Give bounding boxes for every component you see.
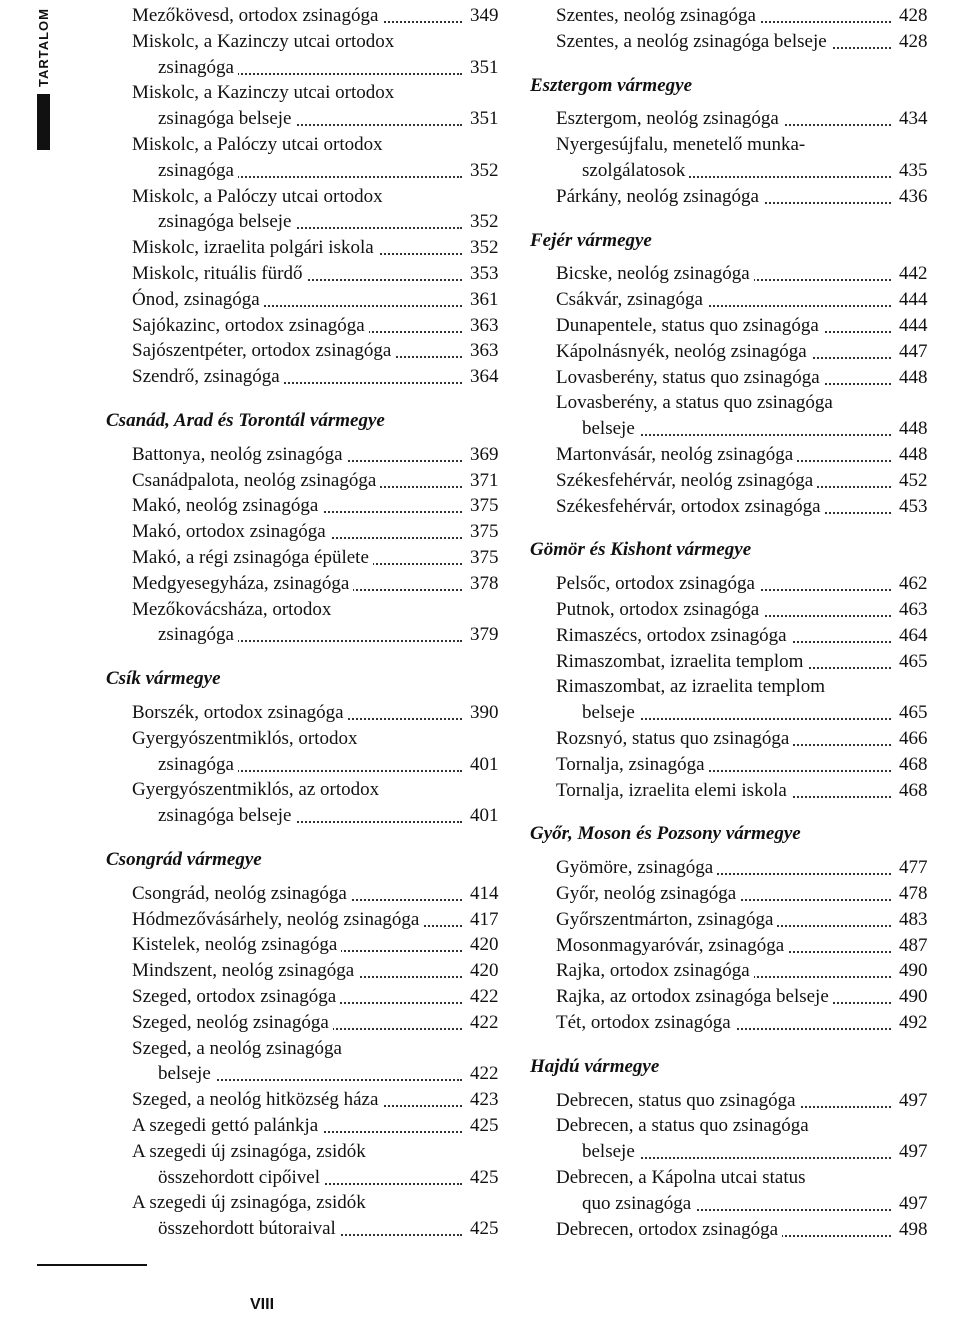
toc-entry-text: Sajókazinc, ortodox zsinagóga [132, 315, 369, 336]
toc-page-number: 464 [895, 623, 935, 649]
toc-entry-text: Párkány, neológ zsinagóga [556, 186, 763, 207]
section-title: Gömör és Kishont vármegye [530, 539, 752, 561]
toc-entry-text: Gyömöre, zsinagóga [556, 857, 717, 878]
toc-entry-line [556, 29, 935, 55]
toc-entry-text: Debrecen, status quo zsinagóga [556, 1090, 800, 1111]
toc-entry-text: A szegedi új zsinagóga, zsidók [132, 1192, 370, 1213]
toc-page-number: 363 [466, 338, 506, 364]
toc-page-number: 497 [895, 1139, 935, 1165]
toc-entry-line [556, 313, 935, 339]
toc-entry-text: összehordott bútoraival [158, 1218, 340, 1239]
toc-entry-text: Borszék, ortodox zsinagóga [132, 702, 348, 723]
toc-entry-line [132, 184, 506, 210]
toc-entry-text: Medgyesegyháza, zsinagóga [132, 573, 353, 594]
toc-page-number: 444 [895, 313, 935, 339]
toc-page-number: 417 [466, 907, 506, 933]
toc-entry-line [556, 442, 935, 468]
toc-page-number: 497 [895, 1088, 935, 1114]
toc-entry-line [132, 1036, 506, 1062]
toc-page-number: 352 [466, 209, 506, 235]
sidebar-marker [37, 94, 50, 150]
toc-entry-line [556, 1165, 935, 1191]
toc-entry-text: Miskolc, a Kazinczy utcai ortodox [132, 82, 398, 103]
page-number: VIII [250, 1296, 275, 1313]
toc-entry-line [132, 1010, 506, 1036]
toc-entry-line [132, 597, 506, 623]
toc-entry-text: zsinagóga [158, 160, 238, 181]
toc-entry-line [556, 494, 935, 520]
toc-entry-line [556, 1010, 935, 1036]
toc-entry-text: Miskolc, izraelita polgári iskola [132, 237, 378, 258]
toc-entry-line [158, 55, 506, 81]
toc-entry-line [158, 622, 506, 648]
toc-entry-line [158, 209, 506, 235]
toc-entry-line [132, 545, 506, 571]
toc-page-number: 468 [895, 752, 935, 778]
toc-entry-line [556, 184, 935, 210]
toc-entry-text: Dunapentele, status quo zsinagóga [556, 315, 823, 336]
toc-entry-line [556, 674, 935, 700]
toc-page-number: 414 [466, 881, 506, 907]
toc-page-number: 468 [895, 778, 935, 804]
toc-entry-text: zsinagóga belseje [158, 211, 295, 232]
toc-entry-line [132, 29, 506, 55]
toc-page-number: 428 [895, 3, 935, 29]
toc-entry-line [556, 3, 935, 29]
toc-entry-line [582, 1139, 935, 1165]
toc-entry-text: Rozsnyó, status quo zsinagóga [556, 728, 793, 749]
toc-entry-text: Esztergom, neológ zsinagóga [556, 108, 783, 129]
toc-entry-line [158, 1061, 506, 1087]
toc-page-number: 434 [895, 106, 935, 132]
toc-page-number: 465 [895, 700, 935, 726]
toc-entry-line [556, 1217, 935, 1243]
toc-entry-text: összehordott cipőivel [158, 1167, 324, 1188]
toc-page-number: 422 [466, 1010, 506, 1036]
toc-entry-line [556, 339, 935, 365]
toc-entry-line [158, 158, 506, 184]
toc-entry-text: Lovasberény, status quo zsinagóga [556, 367, 824, 388]
toc-page-number: 420 [466, 958, 506, 984]
toc-entry-line [132, 132, 506, 158]
toc-entry-text: belseje [582, 702, 639, 723]
toc-page-number: 375 [466, 545, 506, 571]
toc-page-number: 483 [895, 907, 935, 933]
toc-entry-text: Szendrő, zsinagóga [132, 366, 284, 387]
toc-entry-line [556, 855, 935, 881]
toc-entry-text: Tornalja, izraelita elemi iskola [556, 780, 791, 801]
toc-entry-text: Bicske, neológ zsinagóga [556, 263, 754, 284]
section-title: Csanád, Arad és Torontál vármegye [106, 410, 385, 431]
toc-page-number: 390 [466, 700, 506, 726]
toc-entry-text: Makó, ortodox zsinagóga [132, 521, 330, 542]
toc-entry-line [556, 752, 935, 778]
toc-page-number: 453 [895, 494, 935, 520]
toc-entry-line [158, 803, 506, 829]
toc-page-number: 448 [895, 416, 935, 442]
toc-entry-line [132, 468, 506, 494]
toc-entry-text: Gyergyószentmiklós, ortodox [132, 728, 362, 749]
toc-entry-line [556, 1113, 935, 1139]
toc-entry-text: Székesfehérvár, ortodox zsinagóga [556, 496, 825, 517]
toc-page-number: 490 [895, 984, 935, 1010]
toc-entry-line [132, 80, 506, 106]
toc-entry-line [132, 881, 506, 907]
toc-entry-line [132, 287, 506, 313]
toc-entry-line [582, 700, 935, 726]
toc-entry-text: zsinagóga [158, 624, 238, 645]
toc-page-number: 425 [466, 1165, 506, 1191]
toc-entry-line [556, 1088, 935, 1114]
toc-entry-line [132, 261, 506, 287]
toc-entry-text: Székesfehérvár, neológ zsinagóga [556, 470, 817, 491]
toc-page-number: 378 [466, 571, 506, 597]
toc-entry-text: Rimaszécs, ortodox zsinagóga [556, 625, 791, 646]
toc-page-number: 490 [895, 958, 935, 984]
toc-entry-line [132, 700, 506, 726]
toc-entry-line [556, 933, 935, 959]
section-title: Győr, Moson és Pozsony vármegye [530, 823, 801, 845]
toc-entry-line [158, 1165, 506, 1191]
toc-entry-line [132, 3, 506, 29]
toc-entry-line [556, 778, 935, 804]
toc-entry-text: zsinagóga belseje [158, 805, 295, 826]
toc-entry-line [132, 338, 506, 364]
toc-entry-line [556, 907, 935, 933]
toc-entry-line [132, 984, 506, 1010]
toc-page-number: 401 [466, 803, 506, 829]
toc-page-number: 379 [466, 622, 506, 648]
toc-entry-text: quo zsinagóga [582, 1193, 695, 1214]
toc-entry-text: Csákvár, zsinagóga [556, 289, 707, 310]
toc-entry-text: Mindszent, neológ zsinagóga [132, 960, 358, 981]
toc-entry-line [132, 907, 506, 933]
toc-entry-text: Lovasberény, a status quo zsinagóga [556, 392, 837, 413]
toc-page-number: 452 [895, 468, 935, 494]
toc-entry-line [556, 132, 935, 158]
toc-entry-text: Ónod, zsinagóga [132, 289, 264, 310]
toc-entry-line [132, 364, 506, 390]
toc-page-number: 492 [895, 1010, 935, 1036]
toc-entry-text: Hódmezővásárhely, neológ zsinagóga [132, 909, 423, 930]
toc-entry-line [132, 442, 506, 468]
toc-entry-text: Battonya, neológ zsinagóga [132, 444, 347, 465]
toc-entry-text: Rimaszombat, izraelita templom [556, 651, 807, 672]
toc-page-number: 498 [895, 1217, 935, 1243]
toc-page-number: 352 [466, 235, 506, 261]
toc-entry-text: Gyergyószentmiklós, az ortodox [132, 779, 383, 800]
toc-entry-line [132, 777, 506, 803]
toc-entry-text: Debrecen, a status quo zsinagóga [556, 1115, 813, 1136]
toc-entry-text: Kápolnásnyék, neológ zsinagóga [556, 341, 811, 362]
toc-entry-text: belseje [582, 1141, 639, 1162]
toc-entry-line [132, 571, 506, 597]
toc-entry-text: Szeged, neológ zsinagóga [132, 1012, 333, 1033]
toc-page-number: 444 [895, 287, 935, 313]
toc-entry-line [556, 881, 935, 907]
toc-entry-text: zsinagóga belseje [158, 108, 295, 129]
toc-page-number: 462 [895, 571, 935, 597]
toc-page-number: 349 [466, 3, 506, 29]
toc-entry-text: Szentes, neológ zsinagóga [556, 5, 760, 26]
toc-entry-line [556, 390, 935, 416]
toc-entry-line [556, 958, 935, 984]
toc-entry-line [556, 623, 935, 649]
toc-entry-line [132, 235, 506, 261]
toc-entry-text: Debrecen, a Kápolna utcai status [556, 1167, 810, 1188]
toc-page-number: 369 [466, 442, 506, 468]
toc-page-number: 375 [466, 519, 506, 545]
section-title: Hajdú vármegye [530, 1055, 660, 1077]
toc-entry-line [132, 519, 506, 545]
toc-page-number: 371 [466, 468, 506, 494]
toc-entry-line [556, 597, 935, 623]
toc-entry-text: Szeged, a neológ hitközség háza [132, 1089, 382, 1110]
toc-page-number: 361 [466, 287, 506, 313]
toc-entry-text: A szegedi új zsinagóga, zsidók [132, 1141, 370, 1162]
toc-page-number: 401 [466, 752, 506, 778]
toc-entry-text: Debrecen, ortodox zsinagóga [556, 1219, 782, 1240]
toc-page-number: 478 [895, 881, 935, 907]
toc-entry-line [556, 261, 935, 287]
toc-entry-line [132, 958, 506, 984]
toc-page-number: 353 [466, 261, 506, 287]
toc-entry-text: Tornalja, zsinagóga [556, 754, 709, 775]
toc-entry-text: Csongrád, neológ zsinagóga [132, 883, 351, 904]
toc-entry-text: Szentes, a neológ zsinagóga belseje [556, 31, 831, 52]
toc-page-number: 448 [895, 442, 935, 468]
toc-entry-line [158, 106, 506, 132]
toc-entry-line [132, 313, 506, 339]
toc-entry-text: Sajószentpéter, ortodox zsinagóga [132, 340, 395, 361]
toc-entry-text: Szeged, a neológ zsinagóga [132, 1038, 346, 1059]
toc-entry-text: Miskolc, a Palóczy utcai ortodox [132, 134, 387, 155]
toc-page-number: 428 [895, 29, 935, 55]
toc-entry-line [132, 726, 506, 752]
toc-entry-text: Győrszentmárton, zsinagóga [556, 909, 777, 930]
toc-entry-text: Miskolc, rituális fürdő [132, 263, 306, 284]
toc-entry-text: Mosonmagyaróvár, zsinagóga [556, 935, 788, 956]
toc-entry-text: zsinagóga [158, 754, 238, 775]
toc-entry-line [582, 416, 935, 442]
toc-page-number: 436 [895, 184, 935, 210]
toc-entry-text: A szegedi gettó palánkja [132, 1115, 322, 1136]
toc-entry-line [132, 932, 506, 958]
toc-entry-text: szolgálatosok [582, 160, 689, 181]
toc-page-number: 477 [895, 855, 935, 881]
toc-page-number: 375 [466, 493, 506, 519]
toc-page-number: 425 [466, 1113, 506, 1139]
toc-entry-line [556, 984, 935, 1010]
section-title: Fejér vármegye [530, 229, 652, 251]
toc-entry-line [556, 571, 935, 597]
section-title: Csík vármegye [106, 668, 221, 690]
toc-entry-text: Miskolc, a Palóczy utcai ortodox [132, 186, 387, 207]
toc-page-number: 352 [466, 158, 506, 184]
toc-entry-text: Mezőkovácsháza, ortodox [132, 599, 335, 620]
toc-page-number: 422 [466, 1061, 506, 1087]
toc-entry-text: Makó, a régi zsinagóga épülete [132, 547, 373, 568]
toc-entry-line [158, 752, 506, 778]
toc-entry-text: Makó, neológ zsinagóga [132, 495, 322, 516]
toc-entry-text: Kistelek, neológ zsinagóga [132, 934, 341, 955]
toc-entry-text: Pelsőc, ortodox zsinagóga [556, 573, 759, 594]
toc-page-number: 420 [466, 932, 506, 958]
toc-page-number: 447 [895, 339, 935, 365]
section-title: Esztergom vármegye [530, 74, 693, 96]
toc-entry-line [132, 1087, 506, 1113]
toc-entry-text: belseje [158, 1063, 215, 1084]
toc-entry-text: Győr, neológ zsinagóga [556, 883, 740, 904]
toc-entry-line [132, 1190, 506, 1216]
footer-rule [37, 1264, 147, 1266]
toc-entry-line [582, 1191, 935, 1217]
toc-entry-line [556, 468, 935, 494]
toc-entry-line [582, 158, 935, 184]
toc-entry-line [556, 649, 935, 675]
toc-entry-text: belseje [582, 418, 639, 439]
toc-entry-text: Putnok, ortodox zsinagóga [556, 599, 763, 620]
toc-entry-line [556, 365, 935, 391]
toc-page-number: 423 [466, 1087, 506, 1113]
toc-entry-text: Rajka, ortodox zsinagóga [556, 960, 754, 981]
toc-entry-line [132, 493, 506, 519]
toc-entry-text: zsinagóga [158, 57, 238, 78]
toc-page-number: 363 [466, 313, 506, 339]
toc-page-number: 435 [895, 158, 935, 184]
toc-page-number: 364 [466, 364, 506, 390]
toc-entry-line [158, 1216, 506, 1242]
toc-entry-line [556, 287, 935, 313]
toc-page-number: 465 [895, 649, 935, 675]
toc-entry-text: Miskolc, a Kazinczy utcai ortodox [132, 31, 398, 52]
toc-entry-line [132, 1113, 506, 1139]
toc-page-number: 497 [895, 1191, 935, 1217]
toc-entry-text: Rajka, az ortodox zsinagóga belseje [556, 986, 833, 1007]
section-title: Csongrád vármegye [106, 849, 262, 870]
toc-entry-text: Mezőkövesd, ortodox zsinagóga [132, 5, 382, 26]
toc-page-number: 463 [895, 597, 935, 623]
toc-entry-text: Csanádpalota, neológ zsinagóga [132, 470, 380, 491]
toc-page-number: 425 [466, 1216, 506, 1242]
toc-entry-text: Martonvásár, neológ zsinagóga [556, 444, 797, 465]
toc-entry-text: Rimaszombat, az izraelita templom [556, 676, 829, 697]
toc-entry-line [132, 1139, 506, 1165]
toc-page-number: 448 [895, 365, 935, 391]
toc-page-number: 351 [466, 106, 506, 132]
toc-page-number: 442 [895, 261, 935, 287]
toc-entry-text: Nyergesújfalu, menetelő munka- [556, 134, 809, 155]
sidebar-label: TARTALOM [36, 8, 51, 88]
toc-entry-text: Tét, ortodox zsinagóga [556, 1012, 735, 1033]
toc-page-number: 351 [466, 55, 506, 81]
toc-page-number: 422 [466, 984, 506, 1010]
toc-page-number: 487 [895, 933, 935, 959]
toc-page-number: 466 [895, 726, 935, 752]
toc-entry-line [556, 726, 935, 752]
toc-entry-text: Szeged, ortodox zsinagóga [132, 986, 340, 1007]
toc-entry-line [556, 106, 935, 132]
